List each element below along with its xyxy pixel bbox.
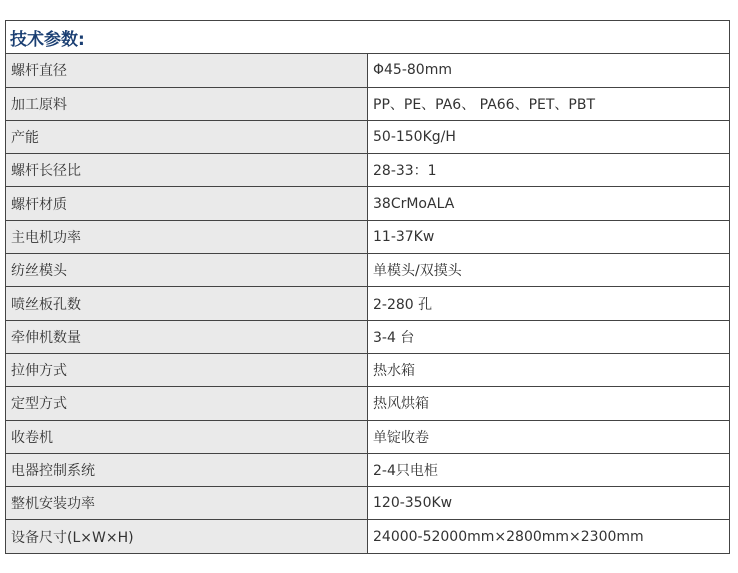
spec-table	[5, 20, 730, 554]
param-value: 3-4 台	[368, 320, 730, 353]
param-value: PP、PE、PA6、 PA66、PET、PBT	[368, 87, 730, 120]
param-value: 120-350Kw	[368, 487, 730, 520]
param-label: 电器控制系统	[6, 453, 368, 486]
table-title: 技术参数:	[6, 21, 730, 54]
param-label: 螺杆长径比	[6, 154, 368, 187]
param-value: 38CrMoALA	[368, 187, 730, 220]
table-row	[6, 120, 730, 153]
param-label: 收卷机	[6, 420, 368, 453]
param-label: 产能	[6, 120, 368, 153]
table-row	[6, 154, 730, 187]
param-value: Φ45-80mm	[368, 54, 730, 87]
param-label: 喷丝板孔数	[6, 287, 368, 320]
table-row	[6, 320, 730, 353]
table-row	[6, 254, 730, 287]
param-label: 拉伸方式	[6, 353, 368, 386]
param-label: 设备尺寸(L×W×H)	[6, 520, 368, 553]
table-row	[6, 453, 730, 486]
param-label: 定型方式	[6, 387, 368, 420]
param-label: 加工原料	[6, 87, 368, 120]
param-label: 螺杆材质	[6, 187, 368, 220]
table-row	[6, 220, 730, 253]
table-row	[6, 387, 730, 420]
param-value: 单锭收卷	[368, 420, 730, 453]
table-row	[6, 420, 730, 453]
table-row	[6, 187, 730, 220]
param-label: 整机安装功率	[6, 487, 368, 520]
param-value: 2-280 孔	[368, 287, 730, 320]
table-row	[6, 87, 730, 120]
table-title-row	[6, 21, 730, 54]
table-row	[6, 353, 730, 386]
param-label: 主电机功率	[6, 220, 368, 253]
param-label: 纺丝模头	[6, 254, 368, 287]
param-value: 热风烘箱	[368, 387, 730, 420]
param-value: 11-37Kw	[368, 220, 730, 253]
table-row	[6, 287, 730, 320]
param-value: 热水箱	[368, 353, 730, 386]
spec-table-body	[6, 21, 730, 554]
table-row	[6, 54, 730, 87]
param-value: 单模头/双摸头	[368, 254, 730, 287]
param-value: 24000-52000mm×2800mm×2300mm	[368, 520, 730, 553]
param-label: 牵伸机数量	[6, 320, 368, 353]
table-row	[6, 520, 730, 553]
param-value: 50-150Kg/H	[368, 120, 730, 153]
param-label: 螺杆直径	[6, 54, 368, 87]
param-value: 2-4只电柜	[368, 453, 730, 486]
table-row	[6, 487, 730, 520]
param-value: 28-33：1	[368, 154, 730, 187]
